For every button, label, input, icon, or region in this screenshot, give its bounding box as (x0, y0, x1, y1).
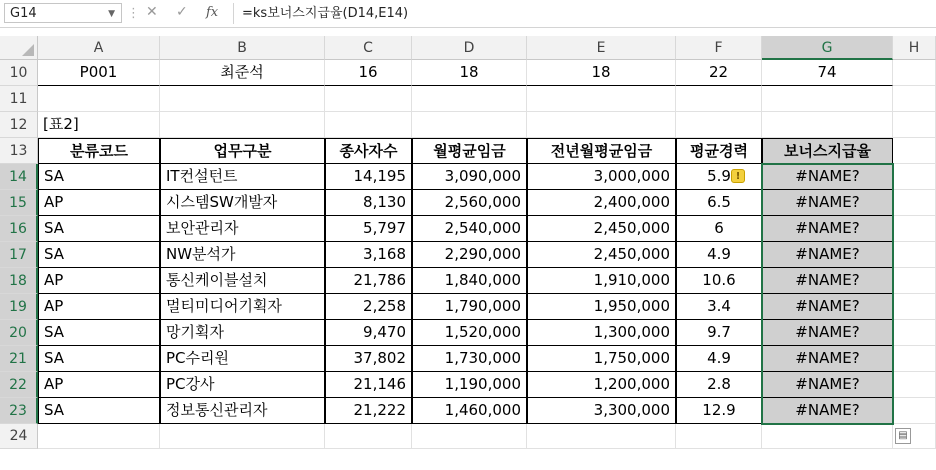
cell-a19[interactable]: AP (38, 294, 160, 320)
row-header-18[interactable]: 18 (0, 268, 38, 294)
cell-a23[interactable]: SA (38, 398, 160, 424)
cell-f14[interactable]: 5.9 (676, 164, 762, 190)
cell-d16[interactable]: 2,540,000 (412, 216, 527, 242)
cell-e12[interactable] (527, 112, 676, 138)
cell-h22[interactable] (893, 372, 936, 398)
cell-c15[interactable]: 8,130 (325, 190, 412, 216)
cell-e24[interactable] (527, 424, 676, 449)
error-warning-icon[interactable]: ! (731, 169, 745, 183)
cell-b18[interactable]: 통신케이블설치 (160, 268, 325, 294)
cell-d12[interactable] (412, 112, 527, 138)
cell-h13[interactable] (893, 138, 936, 164)
cell-b11[interactable] (160, 86, 325, 112)
cell-c16[interactable]: 5,797 (325, 216, 412, 242)
column-header-f[interactable]: F (676, 36, 762, 60)
cell-a12[interactable]: [표2] (38, 112, 160, 138)
cell-a17[interactable]: SA (38, 242, 160, 268)
cell-d11[interactable] (412, 86, 527, 112)
row-header-19[interactable]: 19 (0, 294, 38, 320)
row-header-21[interactable]: 21 (0, 346, 38, 372)
cell-e15[interactable]: 2,400,000 (527, 190, 676, 216)
cell-f11[interactable] (676, 86, 762, 112)
cell-d13[interactable]: 월평균임금 (412, 138, 527, 164)
cell-c17[interactable]: 3,168 (325, 242, 412, 268)
cell-b21[interactable]: PC수리원 (160, 346, 325, 372)
row-header-11[interactable]: 11 (0, 86, 38, 112)
cell-d17[interactable]: 2,290,000 (412, 242, 527, 268)
cell-e10[interactable]: 18 (527, 60, 676, 86)
cell-e18[interactable]: 1,910,000 (527, 268, 676, 294)
cell-c21[interactable]: 37,802 (325, 346, 412, 372)
row-header-13[interactable]: 13 (0, 138, 38, 164)
cell-f19[interactable]: 3.4 (676, 294, 762, 320)
cell-c19[interactable]: 2,258 (325, 294, 412, 320)
cell-d21[interactable]: 1,730,000 (412, 346, 527, 372)
cell-b10[interactable]: 최준석 (160, 60, 325, 86)
row-header-15[interactable]: 15 (0, 190, 38, 216)
column-header-a[interactable]: A (38, 36, 160, 60)
cell-a16[interactable]: SA (38, 216, 160, 242)
cell-g20[interactable]: #NAME? (762, 320, 893, 346)
row-header-10[interactable]: 10 (0, 60, 38, 86)
cell-h21[interactable] (893, 346, 936, 372)
cell-g15[interactable]: #NAME? (762, 190, 893, 216)
cell-a21[interactable]: SA (38, 346, 160, 372)
cell-b16[interactable]: 보안관리자 (160, 216, 325, 242)
row-header-12[interactable]: 12 (0, 112, 38, 138)
cell-d24[interactable] (412, 424, 527, 449)
cell-h20[interactable] (893, 320, 936, 346)
cell-a22[interactable]: AP (38, 372, 160, 398)
name-box-value: G14 (10, 6, 37, 21)
cell-d20[interactable]: 1,520,000 (412, 320, 527, 346)
column-header-d[interactable]: D (412, 36, 527, 60)
row-header-22[interactable]: 22 (0, 372, 38, 398)
column-header-b[interactable]: B (160, 36, 325, 60)
cell-a10[interactable]: P001 (38, 60, 160, 86)
cell-b17[interactable]: NW분석가 (160, 242, 325, 268)
cell-f17[interactable]: 4.9 (676, 242, 762, 268)
cell-h10[interactable] (893, 60, 936, 86)
cell-g16[interactable]: #NAME? (762, 216, 893, 242)
column-header-h[interactable]: H (893, 36, 936, 60)
chevron-down-icon[interactable]: ▼ (108, 9, 115, 19)
cell-e19[interactable]: 1,950,000 (527, 294, 676, 320)
cell-b19[interactable]: 멀티미디어기획자 (160, 294, 325, 320)
paste-options-icon[interactable]: ▤ (895, 428, 911, 444)
row-header-16[interactable]: 16 (0, 216, 38, 242)
cell-g24[interactable] (762, 424, 893, 449)
cell-f20[interactable]: 9.7 (676, 320, 762, 346)
spreadsheet-grid (0, 36, 936, 470)
cell-e23[interactable]: 3,300,000 (527, 398, 676, 424)
cell-c12[interactable] (325, 112, 412, 138)
cell-c10[interactable]: 16 (325, 60, 412, 86)
cell-d10[interactable]: 18 (412, 60, 527, 86)
cell-d23[interactable]: 1,460,000 (412, 398, 527, 424)
column-header-e[interactable]: E (527, 36, 676, 60)
cell-a14[interactable]: SA (38, 164, 160, 190)
cell-f22[interactable]: 2.8 (676, 372, 762, 398)
row-header-17[interactable]: 17 (0, 242, 38, 268)
cell-b20[interactable]: 망기획자 (160, 320, 325, 346)
cell-h16[interactable] (893, 216, 936, 242)
cell-g11[interactable] (762, 86, 893, 112)
cell-a13[interactable]: 분류코드 (38, 138, 160, 164)
cell-d14[interactable]: 3,090,000 (412, 164, 527, 190)
cell-f13[interactable]: 평균경력 (676, 138, 762, 164)
row-header-23[interactable]: 23 (0, 398, 38, 424)
cell-d18[interactable]: 1,840,000 (412, 268, 527, 294)
cell-c20[interactable]: 9,470 (325, 320, 412, 346)
cell-g23[interactable]: #NAME? (762, 398, 893, 424)
cell-f23[interactable]: 12.9 (676, 398, 762, 424)
cell-f18[interactable]: 10.6 (676, 268, 762, 294)
cell-c23[interactable]: 21,222 (325, 398, 412, 424)
cell-g19[interactable]: #NAME? (762, 294, 893, 320)
cell-h12[interactable] (893, 112, 936, 138)
cell-d22[interactable]: 1,190,000 (412, 372, 527, 398)
cell-g14[interactable]: #NAME? (762, 164, 893, 190)
column-header-c[interactable]: C (325, 36, 412, 60)
cell-c13[interactable]: 종사자수 (325, 138, 412, 164)
cell-h11[interactable] (893, 86, 936, 112)
cell-h18[interactable] (893, 268, 936, 294)
cell-h14[interactable] (893, 164, 936, 190)
cell-e13[interactable]: 전년월평균임금 (527, 138, 676, 164)
cell-e16[interactable]: 2,450,000 (527, 216, 676, 242)
cell-g18[interactable]: #NAME? (762, 268, 893, 294)
cell-b13[interactable]: 업무구분 (160, 138, 325, 164)
cell-b24[interactable] (160, 424, 325, 449)
cell-c24[interactable] (325, 424, 412, 449)
formula-input[interactable]: =ks보너스지급율(D14,E14) (233, 3, 933, 24)
row-header-24[interactable]: 24 (0, 424, 38, 449)
cell-g22[interactable]: #NAME? (762, 372, 893, 398)
cell-c22[interactable]: 21,146 (325, 372, 412, 398)
cell-e11[interactable] (527, 86, 676, 112)
formula-bar-separator: ⋮ (127, 6, 140, 21)
cell-e20[interactable]: 1,300,000 (527, 320, 676, 346)
cell-a11[interactable] (38, 86, 160, 112)
cell-e17[interactable]: 2,450,000 (527, 242, 676, 268)
cell-g13[interactable]: 보너스지급율 (762, 138, 893, 164)
cell-e22[interactable]: 1,200,000 (527, 372, 676, 398)
check-icon[interactable]: ✓ (176, 4, 188, 20)
row-header-20[interactable]: 20 (0, 320, 38, 346)
insert-function-icon[interactable]: fx (206, 5, 219, 20)
cell-c11[interactable] (325, 86, 412, 112)
cell-g21[interactable]: #NAME? (762, 346, 893, 372)
cell-g12[interactable] (762, 112, 893, 138)
cell-b15[interactable]: 시스템SW개발자 (160, 190, 325, 216)
cell-h23[interactable] (893, 398, 936, 424)
cell-f16[interactable]: 6 (676, 216, 762, 242)
cell-f10[interactable]: 22 (676, 60, 762, 86)
cell-b22[interactable]: PC강사 (160, 372, 325, 398)
cell-a20[interactable]: SA (38, 320, 160, 346)
cell-d15[interactable]: 2,560,000 (412, 190, 527, 216)
name-box[interactable] (4, 3, 122, 23)
cell-e14[interactable]: 3,000,000 (527, 164, 676, 190)
cell-f21[interactable]: 4.9 (676, 346, 762, 372)
cell-g10[interactable]: 74 (762, 60, 893, 86)
cell-d19[interactable]: 1,790,000 (412, 294, 527, 320)
cell-c18[interactable]: 21,786 (325, 268, 412, 294)
cell-h19[interactable] (893, 294, 936, 320)
cell-h17[interactable] (893, 242, 936, 268)
cell-e21[interactable]: 1,750,000 (527, 346, 676, 372)
cell-h15[interactable] (893, 190, 936, 216)
cell-a15[interactable]: AP (38, 190, 160, 216)
cell-b14[interactable]: IT컨설턴트 (160, 164, 325, 190)
cell-g17[interactable]: #NAME? (762, 242, 893, 268)
cell-b23[interactable]: 정보통신관리자 (160, 398, 325, 424)
cell-f15[interactable]: 6.5 (676, 190, 762, 216)
formula-bar (0, 0, 936, 28)
close-icon[interactable]: ✕ (146, 4, 158, 20)
cell-a24[interactable] (38, 424, 160, 449)
cell-f12[interactable] (676, 112, 762, 138)
cell-a18[interactable]: AP (38, 268, 160, 294)
cell-f24[interactable] (676, 424, 762, 449)
cell-c14[interactable]: 14,195 (325, 164, 412, 190)
cell-b12[interactable] (160, 112, 325, 138)
row-header-14[interactable]: 14 (0, 164, 38, 190)
column-header-g[interactable]: G (762, 36, 893, 60)
select-all-button[interactable] (0, 36, 38, 60)
